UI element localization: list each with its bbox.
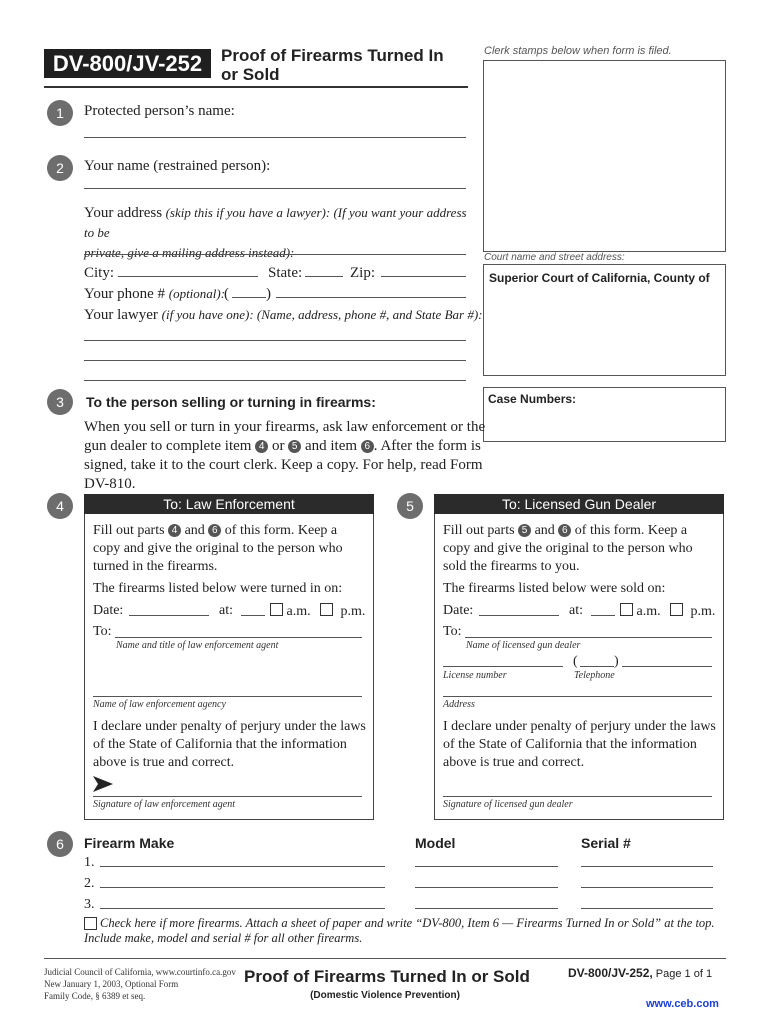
- footer-page: Page 1 of 1: [655, 968, 713, 980]
- address-label: Your address: [84, 205, 163, 221]
- le-agency-label: Name of law enforcement agency: [93, 699, 226, 710]
- court-name-label: Court name and street address:: [484, 252, 625, 263]
- le-am-label: a.m.: [286, 604, 311, 619]
- firearm-row-2-make[interactable]: [100, 887, 385, 888]
- more-firearms-text: [100, 915, 725, 931]
- address-field[interactable]: [84, 254, 466, 255]
- firearm-row-1-make[interactable]: [100, 866, 385, 867]
- phone-paren-close: ): [266, 286, 271, 302]
- gd-date-label: Date:: [443, 603, 474, 618]
- phone-label-block: [84, 286, 225, 303]
- le-pm-option[interactable]: [320, 603, 365, 620]
- phone-paren-open: (: [224, 286, 229, 302]
- firearm-row-1-num: 1.: [84, 855, 95, 870]
- phone-area-field[interactable]: [232, 297, 266, 298]
- col-model: Model: [415, 835, 456, 851]
- footer-revised: New January 1, 2003, Optional Form: [44, 979, 179, 989]
- city-field[interactable]: [118, 276, 258, 277]
- gd-to-label: To:: [443, 624, 462, 639]
- form-title-line2: or Sold: [221, 65, 280, 84]
- form-title: [221, 46, 444, 84]
- footer-title: Proof of Firearms Turned In or Sold: [244, 967, 530, 986]
- item-3-line2b: . After the form is: [373, 438, 481, 454]
- case-numbers-label: Case Numbers:: [488, 392, 577, 406]
- footer-rule: [44, 958, 726, 959]
- item-5-number: 5: [397, 493, 423, 519]
- le-instructions: [93, 522, 373, 598]
- gd-ref-6: 6: [558, 524, 571, 537]
- item-1-number: 1: [47, 100, 73, 126]
- header-rule: [44, 86, 468, 88]
- lawyer-label-block: [84, 307, 482, 324]
- protected-person-label: Protected person’s name:: [84, 103, 235, 119]
- le-ref-6: 6: [208, 524, 221, 537]
- item-3-number: 3: [47, 389, 73, 415]
- gd-pm-option[interactable]: [670, 603, 715, 620]
- gd-signature-field[interactable]: [443, 796, 712, 797]
- lawyer-field-2[interactable]: [84, 360, 466, 361]
- item-3-text: [84, 418, 504, 494]
- gd-license-field[interactable]: [443, 666, 563, 667]
- footer-council: Judicial Council of California, www.courtinfo.ca.gov: [44, 967, 236, 977]
- more-firearms-line1: Check here if more firearms. Attach a sheet of paper and write “DV-800, Item 6 — Firearms Turned In or Sold” at the top.: [100, 916, 715, 930]
- le-signature-label: Signature of law enforcement agent: [93, 799, 236, 810]
- firearm-row-2-serial[interactable]: [581, 887, 713, 888]
- address-note: (skip this if you have a lawyer): (If you want your address to be: [84, 205, 467, 240]
- le-time-field[interactable]: [241, 615, 265, 616]
- le-listed: The firearms listed below were turned in on:: [93, 581, 343, 596]
- firearm-row-3-model[interactable]: [415, 908, 558, 909]
- gd-time-field[interactable]: [591, 615, 615, 616]
- le-agent-label: Name and title of law enforcement agent: [116, 640, 279, 651]
- firearm-row-1-model[interactable]: [415, 866, 558, 867]
- item-3-line3: signed, take it to the court clerk. Keep a copy. For help, read Form DV-810.: [84, 457, 483, 492]
- firearm-row-3-serial[interactable]: [581, 908, 713, 909]
- state-field[interactable]: [305, 276, 343, 277]
- le-line2: copy and give the original to the person who: [93, 541, 343, 556]
- gd-dealer-label: Name of licensed gun dealer: [466, 640, 581, 651]
- lawyer-note: (if you have one): (Name, address, phone #, and State Bar #):: [161, 307, 483, 322]
- le-pm-label: p.m.: [340, 604, 366, 619]
- gd-declaration: [443, 718, 716, 772]
- gd-fill-b: of this form. Keep a: [574, 523, 688, 538]
- gd-date-field[interactable]: [479, 615, 559, 616]
- gd-signature-label: Signature of licensed gun dealer: [443, 799, 573, 810]
- phone-number-field[interactable]: [276, 297, 466, 298]
- le-am-option[interactable]: [270, 603, 311, 620]
- firearm-row-3-make[interactable]: [100, 908, 385, 909]
- le-declare-3: above is true and correct.: [93, 755, 235, 770]
- gd-fill-a: Fill out parts: [443, 523, 515, 538]
- gd-pm-checkbox[interactable]: [670, 603, 683, 616]
- more-firearms-box[interactable]: [84, 917, 97, 930]
- le-signature-field[interactable]: [93, 796, 362, 797]
- gd-and: and: [534, 523, 555, 538]
- col-firearm-make: Firearm Make: [84, 835, 175, 851]
- gd-line3: sold the firearms to you.: [443, 559, 580, 574]
- gd-ref-5: 5: [518, 524, 531, 537]
- gd-license-label: License number: [443, 670, 507, 681]
- footer-code: Family Code, § 6389 et seq.: [44, 991, 146, 1001]
- zip-field[interactable]: [381, 276, 466, 277]
- gd-instructions: [443, 522, 723, 598]
- gd-am-label: a.m.: [636, 604, 661, 619]
- clerk-stamp-box: [483, 60, 726, 252]
- footer-subtitle: (Domestic Violence Prevention): [310, 990, 460, 1001]
- city-label: City:: [84, 265, 115, 281]
- le-to-label: To:: [93, 624, 112, 639]
- le-date-field[interactable]: [129, 615, 209, 616]
- court-name-value: Superior Court of California, County of: [489, 271, 710, 285]
- court-name-box[interactable]: [483, 264, 726, 376]
- le-pm-checkbox[interactable]: [320, 603, 333, 616]
- footer-form-id: DV-800/JV-252,: [568, 966, 653, 980]
- law-enforcement-bar: To: Law Enforcement: [84, 494, 374, 514]
- protected-person-field[interactable]: [84, 137, 466, 138]
- gd-address-field[interactable]: [443, 696, 712, 697]
- gun-dealer-bar: To: Licensed Gun Dealer: [434, 494, 724, 514]
- le-am-checkbox[interactable]: [270, 603, 283, 616]
- firearm-row-1-serial[interactable]: [581, 866, 713, 867]
- item-3-heading: To the person selling or turning in firearms:: [86, 394, 376, 410]
- le-date-label: Date:: [93, 603, 124, 618]
- le-sign-arrow-icon: [93, 776, 113, 792]
- le-and: and: [184, 523, 205, 538]
- gd-line2: copy and give the original to the person who: [443, 541, 693, 556]
- item-3-and-item: and item: [304, 438, 358, 454]
- restrained-person-label: Your name (restrained person):: [84, 158, 271, 174]
- gd-declare-1: I declare under penalty of perjury under the laws: [443, 719, 716, 734]
- le-fill-line: [93, 522, 373, 540]
- gd-declare-2: of the State of California that the information: [443, 737, 697, 752]
- footer-left: [44, 966, 236, 1002]
- item-6-number: 6: [47, 831, 73, 857]
- case-numbers-box[interactable]: [483, 387, 726, 442]
- lawyer-field-1[interactable]: [84, 340, 466, 341]
- phone-optional: (optional):: [168, 286, 226, 301]
- gd-at-label: at:: [569, 603, 583, 618]
- item-3-line2a: gun dealer to complete item: [84, 438, 252, 454]
- lawyer-label: Your lawyer: [84, 307, 158, 323]
- col-serial: Serial #: [581, 835, 631, 851]
- gd-dealer-field[interactable]: [465, 637, 712, 638]
- lawyer-field-3[interactable]: [84, 380, 466, 381]
- le-ref-4: 4: [168, 524, 181, 537]
- footer-url[interactable]: www.ceb.com: [646, 998, 719, 1010]
- footer-form-page: [568, 966, 712, 980]
- le-declare-1: I declare under penalty of perjury under the laws: [93, 719, 366, 734]
- more-firearms-text-2: Include make, model and serial # for all other firearms.: [84, 931, 363, 945]
- le-declare-2: of the State of California that the information: [93, 737, 347, 752]
- gd-pm-label: p.m.: [690, 604, 716, 619]
- item-3-or: or: [271, 438, 285, 454]
- firearm-row-2-model[interactable]: [415, 887, 558, 888]
- gd-paren-open: (: [573, 654, 578, 669]
- le-agency-field[interactable]: [93, 696, 362, 697]
- form-title-line1: Proof of Firearms Turned In: [221, 46, 444, 65]
- restrained-person-field[interactable]: [84, 188, 466, 189]
- gd-paren-close: ): [614, 654, 619, 669]
- firearm-row-3-num: 3.: [84, 897, 95, 912]
- le-at-label: at:: [219, 603, 233, 618]
- address-note-2: private, give a mailing address instead):: [84, 245, 295, 260]
- gd-am-option[interactable]: [620, 603, 661, 620]
- item-3-line1: When you sell or turn in your firearms, ask law enforcement or the: [84, 419, 486, 435]
- le-declaration: [93, 718, 366, 772]
- clerk-stamp-note: Clerk stamps below when form is filed.: [484, 45, 672, 57]
- gd-telephone-label: Telephone: [574, 670, 615, 681]
- item-3-line2: [84, 437, 504, 456]
- gd-address-label: Address: [443, 699, 475, 710]
- phone-label: Your phone #: [84, 286, 165, 302]
- ref-item-4: 4: [255, 440, 268, 453]
- zip-label: Zip:: [350, 265, 375, 281]
- ref-item-5: 5: [288, 440, 301, 453]
- gd-am-checkbox[interactable]: [620, 603, 633, 616]
- le-fill-a: Fill out parts: [93, 523, 165, 538]
- le-agent-field[interactable]: [115, 637, 362, 638]
- gd-fill-line: [443, 522, 723, 540]
- form-id-badge: DV-800/JV-252: [44, 49, 211, 78]
- gd-phone-field[interactable]: [622, 666, 712, 667]
- le-fill-b: of this form. Keep a: [224, 523, 338, 538]
- gd-declare-3: above is true and correct.: [443, 755, 585, 770]
- le-line3: turned in the firearms.: [93, 559, 218, 574]
- state-label: State:: [268, 265, 303, 281]
- gd-listed: The firearms listed below were sold on:: [443, 581, 666, 596]
- gd-phone-area-field[interactable]: [580, 666, 614, 667]
- item-4-number: 4: [47, 493, 73, 519]
- ref-item-6: 6: [361, 440, 374, 453]
- firearm-row-2-num: 2.: [84, 876, 95, 891]
- item-2-number: 2: [47, 155, 73, 181]
